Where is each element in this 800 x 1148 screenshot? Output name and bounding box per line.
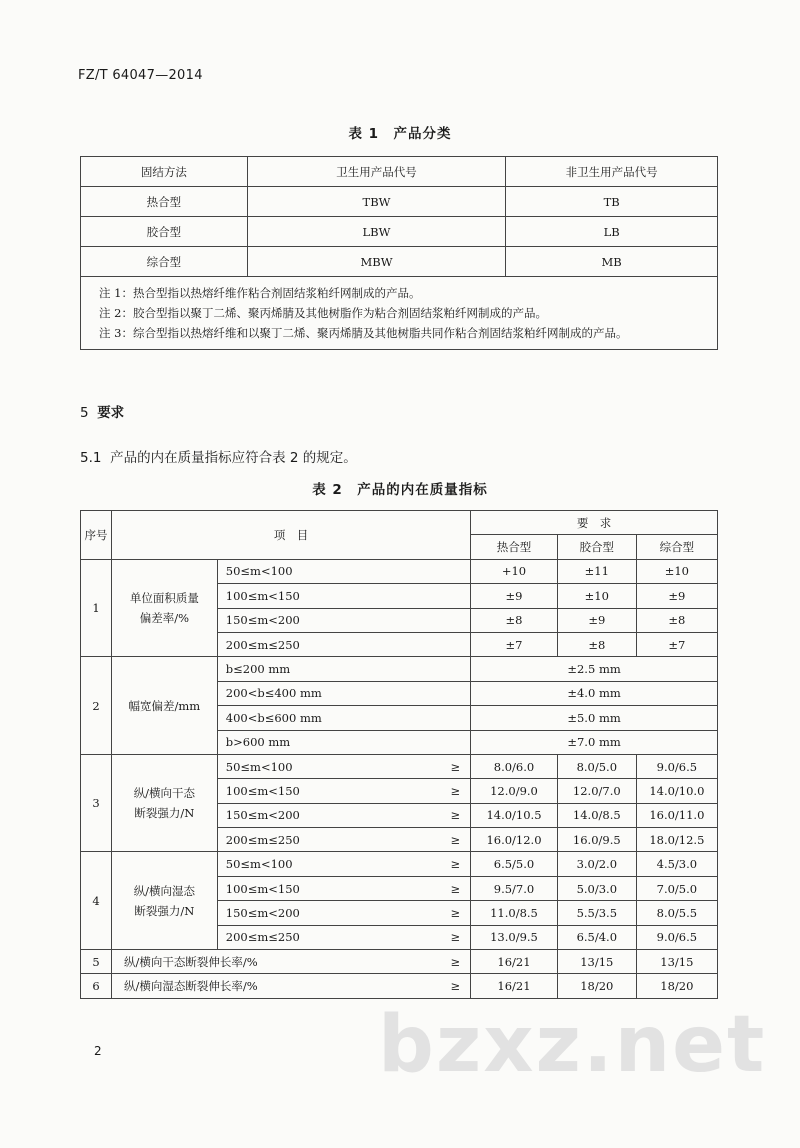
condition-cell: 100≤m<150 xyxy=(217,584,470,608)
seq-cell: 3 xyxy=(81,754,112,852)
table-cell: MBW xyxy=(247,247,506,277)
value-cell: ±2.5 mm xyxy=(471,657,718,681)
value-cell: 14.0/8.5 xyxy=(557,803,636,827)
seq-cell: 6 xyxy=(81,974,112,998)
item-line: 断裂强力/N xyxy=(134,903,195,918)
ge-symbol: ≥ xyxy=(369,852,471,876)
ge-symbol: ≥ xyxy=(369,876,471,900)
table-row xyxy=(81,852,718,876)
condition-cell: 200<b≤400 mm xyxy=(217,681,470,705)
condition-cell: 200≤m≤250 xyxy=(217,925,368,949)
seq-cell: 1 xyxy=(81,559,112,657)
value-cell: ±9 xyxy=(636,584,717,608)
condition-cell: b≤200 mm xyxy=(217,657,470,681)
value-cell: ±7.0 mm xyxy=(471,730,718,754)
table-row xyxy=(81,247,718,277)
value-cell: 8.0/6.0 xyxy=(471,754,558,778)
value-cell: 16.0/11.0 xyxy=(636,803,717,827)
condition-cell: 50≤m<100 xyxy=(217,754,368,778)
note-3: 注 3：综合型指以热熔纤维和以聚丁二烯、聚丙烯腈及其他树脂共同作粘合剂固结浆粕纤网制成的产品。 xyxy=(99,326,628,340)
table-cell: MB xyxy=(506,247,718,277)
value-cell: ±10 xyxy=(636,559,717,583)
table-cell: TB xyxy=(506,187,718,217)
value-cell: 18.0/12.5 xyxy=(636,828,717,852)
seq-cell: 4 xyxy=(81,852,112,950)
value-cell: 18/20 xyxy=(557,974,636,998)
value-cell: 13/15 xyxy=(557,950,636,974)
item-cell xyxy=(112,852,218,950)
ge-symbol: ≥ xyxy=(369,925,471,949)
notes-row xyxy=(81,277,718,350)
value-cell: ±10 xyxy=(557,584,636,608)
product-classification-table xyxy=(80,156,718,350)
table-row xyxy=(81,974,718,998)
value-cell: 8.0/5.5 xyxy=(636,901,717,925)
table-header-row xyxy=(81,511,718,535)
notes-cell xyxy=(81,277,718,350)
value-cell: 14.0/10.0 xyxy=(636,779,717,803)
value-cell: ±8 xyxy=(636,608,717,632)
note-2: 注 2：胶合型指以聚丁二烯、聚丙烯腈及其他树脂作为粘合剂固结浆粕纤网制成的产品。 xyxy=(99,306,547,320)
ge-symbol: ≥ xyxy=(369,803,471,827)
value-cell: 13.0/9.5 xyxy=(471,925,558,949)
condition-cell: 150≤m<200 xyxy=(217,608,470,632)
value-cell: 12.0/9.0 xyxy=(471,779,558,803)
table-cell: 热合型 xyxy=(81,187,248,217)
ge-symbol: ≥ xyxy=(369,779,471,803)
note-1: 注 1：热合型指以热熔纤维作粘合剂固结浆粕纤网制成的产品。 xyxy=(99,286,421,300)
value-cell: 4.5/3.0 xyxy=(636,852,717,876)
header-item: 项 目 xyxy=(112,511,471,560)
value-cell: ±4.0 mm xyxy=(471,681,718,705)
table-cell: 胶合型 xyxy=(81,217,248,247)
value-cell: 8.0/5.0 xyxy=(557,754,636,778)
seq-cell: 2 xyxy=(81,657,112,755)
value-cell: 5.5/3.5 xyxy=(557,901,636,925)
table-row xyxy=(81,754,718,778)
section-text: 产品的内在质量指标应符合表 2 的规定。 xyxy=(110,450,357,466)
condition-cell: 50≤m<100 xyxy=(217,852,368,876)
header-type: 胶合型 xyxy=(557,535,636,559)
value-cell: 5.0/3.0 xyxy=(557,876,636,900)
condition-cell: b>600 mm xyxy=(217,730,470,754)
condition-cell: 50≤m<100 xyxy=(217,559,470,583)
table-cell: LB xyxy=(506,217,718,247)
table1-caption: 表 1 产品分类 xyxy=(348,126,452,142)
section-number: 5.1 xyxy=(80,450,102,466)
item-cell: 纵/横向干态断裂伸长率/% xyxy=(112,950,369,974)
condition-cell: 100≤m<150 xyxy=(217,876,368,900)
value-cell: 9.0/6.5 xyxy=(636,925,717,949)
value-cell: ±5.0 mm xyxy=(471,706,718,730)
value-cell: ±8 xyxy=(471,608,558,632)
table-row xyxy=(81,559,718,583)
value-cell: 9.0/6.5 xyxy=(636,754,717,778)
table-cell: 综合型 xyxy=(81,247,248,277)
header-cell: 卫生用产品代号 xyxy=(247,157,506,187)
value-cell: 6.5/4.0 xyxy=(557,925,636,949)
section-5-heading xyxy=(80,401,124,421)
table-row xyxy=(81,187,718,217)
ge-symbol: ≥ xyxy=(369,828,471,852)
value-cell: 18/20 xyxy=(636,974,717,998)
item-line: 断裂强力/N xyxy=(134,806,195,821)
value-cell: 11.0/8.5 xyxy=(471,901,558,925)
value-cell: 7.0/5.0 xyxy=(636,876,717,900)
condition-cell: 400<b≤600 mm xyxy=(217,706,470,730)
item-cell xyxy=(112,754,218,852)
value-cell: 12.0/7.0 xyxy=(557,779,636,803)
item-cell: 纵/横向湿态断裂伸长率/% xyxy=(112,974,369,998)
table-cell: TBW xyxy=(247,187,506,217)
condition-cell: 100≤m<150 xyxy=(217,779,368,803)
section-title: 要求 xyxy=(97,405,125,421)
condition-cell: 200≤m≤250 xyxy=(217,632,470,656)
item-cell: 幅宽偏差/mm xyxy=(112,657,218,755)
item-line: 纵/横向干态 xyxy=(133,786,196,801)
item-line: 偏差率/% xyxy=(139,611,190,626)
ge-symbol: ≥ xyxy=(369,950,471,974)
condition-cell: 150≤m<200 xyxy=(217,901,368,925)
ge-symbol: ≥ xyxy=(369,754,471,778)
value-cell: 13/15 xyxy=(636,950,717,974)
header-type: 综合型 xyxy=(636,535,717,559)
value-cell: ±8 xyxy=(557,632,636,656)
table2-caption: 表 2 产品的内在质量指标 xyxy=(312,482,488,498)
value-cell: 16/21 xyxy=(471,950,558,974)
table-header-row xyxy=(81,157,718,187)
condition-cell: 150≤m<200 xyxy=(217,803,368,827)
section-5-1-text xyxy=(80,446,357,466)
page-number: 2 xyxy=(94,1044,102,1058)
value-cell: 16.0/12.0 xyxy=(471,828,558,852)
value-cell: ±9 xyxy=(557,608,636,632)
value-cell: 9.5/7.0 xyxy=(471,876,558,900)
table-row xyxy=(81,950,718,974)
value-cell: 14.0/10.5 xyxy=(471,803,558,827)
table-row xyxy=(81,217,718,247)
value-cell: ±7 xyxy=(636,632,717,656)
table-cell: LBW xyxy=(247,217,506,247)
item-line: 单位面积质量 xyxy=(129,591,199,606)
value-cell: ±7 xyxy=(471,632,558,656)
value-cell: 16.0/9.5 xyxy=(557,828,636,852)
item-cell xyxy=(112,559,218,657)
header-type: 热合型 xyxy=(471,535,558,559)
value-cell: ±9 xyxy=(471,584,558,608)
value-cell: 3.0/2.0 xyxy=(557,852,636,876)
ge-symbol: ≥ xyxy=(369,974,471,998)
value-cell: +10 xyxy=(471,559,558,583)
header-cell: 固结方法 xyxy=(81,157,248,187)
section-number: 5 xyxy=(80,405,89,421)
watermark: bzxz.net xyxy=(378,1000,767,1090)
condition-cell: 200≤m≤250 xyxy=(217,828,368,852)
value-cell: 16/21 xyxy=(471,974,558,998)
item-line: 纵/横向湿态 xyxy=(133,883,196,898)
value-cell: ±11 xyxy=(557,559,636,583)
header-cell: 非卫生用产品代号 xyxy=(506,157,718,187)
header-seq: 序号 xyxy=(81,511,112,560)
header-requirement: 要 求 xyxy=(471,511,718,535)
standard-code: FZ/T 64047—2014 xyxy=(78,68,203,83)
quality-index-table xyxy=(80,510,718,999)
table-row xyxy=(81,657,718,681)
ge-symbol: ≥ xyxy=(369,901,471,925)
value-cell: 6.5/5.0 xyxy=(471,852,558,876)
seq-cell: 5 xyxy=(81,950,112,974)
